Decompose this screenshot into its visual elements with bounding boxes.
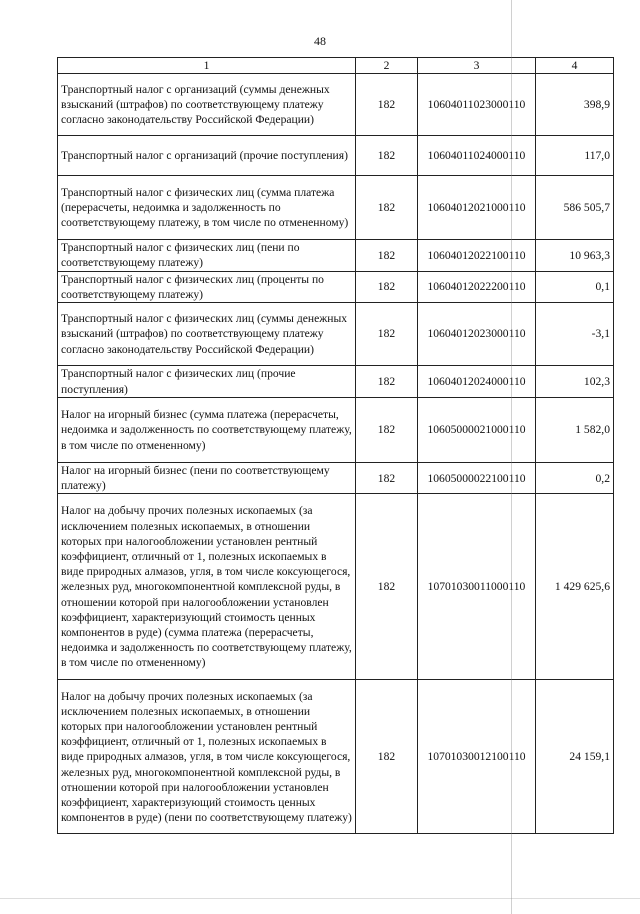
header-row — [58, 58, 614, 74]
row-amount: 1 429 625,6 — [536, 494, 614, 680]
row-budget-code: 10701030011000110 — [418, 494, 536, 680]
row-name: Транспортный налог с организаций (прочие поступления) — [58, 136, 356, 176]
row-name: Транспортный налог с организаций (суммы денежных взысканий (штрафов) по соответствующему платежу согласно законодательству Российской Федерации) — [58, 74, 356, 136]
table-row — [58, 240, 614, 271]
row-amount: 102,3 — [536, 366, 614, 398]
row-budget-code: 10604012022200110 — [418, 271, 536, 302]
row-name: Транспортный налог с физических лиц (сумма платежа (перерасчеты, недоимка и задолженность по соответствующему платежу, в том числе по отмененному) — [58, 176, 356, 240]
row-admin-code: 182 — [356, 74, 418, 136]
table-row — [58, 303, 614, 366]
table-row — [58, 463, 614, 494]
row-amount: 24 159,1 — [536, 680, 614, 834]
scan-artifact-line — [511, 0, 512, 914]
row-admin-code: 182 — [356, 136, 418, 176]
row-name: Транспортный налог с физических лиц (прочие поступления) — [58, 366, 356, 398]
row-name: Транспортный налог с физических лиц (суммы денежных взысканий (штрафов) по соответствующему платежу согласно законодательству Российской Федерации) — [58, 303, 356, 366]
row-admin-code: 182 — [356, 494, 418, 680]
row-budget-code: 10604012022100110 — [418, 240, 536, 271]
row-amount: 10 963,3 — [536, 240, 614, 271]
row-amount: 117,0 — [536, 136, 614, 176]
row-amount: 1 582,0 — [536, 398, 614, 463]
header-col-1: 1 — [58, 58, 356, 74]
row-name: Налог на добычу прочих полезных ископаемых (за исключением полезных ископаемых, в отношении которых при налогообложении установлен рентный коэффициент, отличный от 1, полезных ископаемых в виде природных алмазов, угля, в том числе коксующегося, железных руд, многокомпонентной комплексной руды, в отношении которой при налогообложении установлен коэффициент, характеризующий стоимость ценных компонентов в руде) (пени по соответствующему платежу) — [58, 680, 356, 834]
table-row — [58, 176, 614, 240]
row-admin-code: 182 — [356, 398, 418, 463]
revenue-table — [57, 57, 614, 834]
table-row — [58, 398, 614, 463]
row-amount: 586 505,7 — [536, 176, 614, 240]
row-budget-code: 10604012024000110 — [418, 366, 536, 398]
row-name: Транспортный налог с физических лиц (пени по соответствующему платежу) — [58, 240, 356, 271]
row-admin-code: 182 — [356, 366, 418, 398]
row-admin-code: 182 — [356, 680, 418, 834]
row-name: Налог на игорный бизнес (пени по соответствующему платежу) — [58, 463, 356, 494]
row-budget-code: 10605000022100110 — [418, 463, 536, 494]
header-col-3: 3 — [418, 58, 536, 74]
row-admin-code: 182 — [356, 463, 418, 494]
row-admin-code: 182 — [356, 176, 418, 240]
row-budget-code: 10604011024000110 — [418, 136, 536, 176]
row-amount: -3,1 — [536, 303, 614, 366]
table-row — [58, 494, 614, 680]
row-admin-code: 182 — [356, 240, 418, 271]
row-budget-code: 10604012021000110 — [418, 176, 536, 240]
table-row — [58, 271, 614, 302]
row-budget-code: 10701030012100110 — [418, 680, 536, 834]
row-name: Налог на добычу прочих полезных ископаемых (за исключением полезных ископаемых, в отношении которых при налогообложении установлен рентный коэффициент, отличный от 1, полезных ископаемых в виде природных алмазов, угля, в том числе коксующегося, железных руд, многокомпонентной комплексной руды, в отношении которой при налогообложении установлен коэффициент, характеризующий стоимость ценных компонентов в руде) (сумма платежа (перерасчеты, недоимка и задолженность по соответствующему платежу, в том числе по отмененному) — [58, 494, 356, 680]
header-col-4: 4 — [536, 58, 614, 74]
row-admin-code: 182 — [356, 303, 418, 366]
row-budget-code: 10604011023000110 — [418, 74, 536, 136]
page-number: 48 — [314, 34, 326, 48]
row-amount: 0,2 — [536, 463, 614, 494]
table-row — [58, 136, 614, 176]
table-row — [58, 74, 614, 136]
table-row — [58, 680, 614, 834]
row-amount: 398,9 — [536, 74, 614, 136]
row-budget-code: 10605000021000110 — [418, 398, 536, 463]
header-col-2: 2 — [356, 58, 418, 74]
scan-artifact-line — [0, 898, 640, 899]
row-amount: 0,1 — [536, 271, 614, 302]
row-name: Налог на игорный бизнес (сумма платежа (перерасчеты, недоимка и задолженность по соответствующему платежу, в том числе по отмененному) — [58, 398, 356, 463]
row-name: Транспортный налог с физических лиц (проценты по соответствующему платежу) — [58, 271, 356, 302]
row-admin-code: 182 — [356, 271, 418, 302]
table-row — [58, 366, 614, 398]
row-budget-code: 10604012023000110 — [418, 303, 536, 366]
